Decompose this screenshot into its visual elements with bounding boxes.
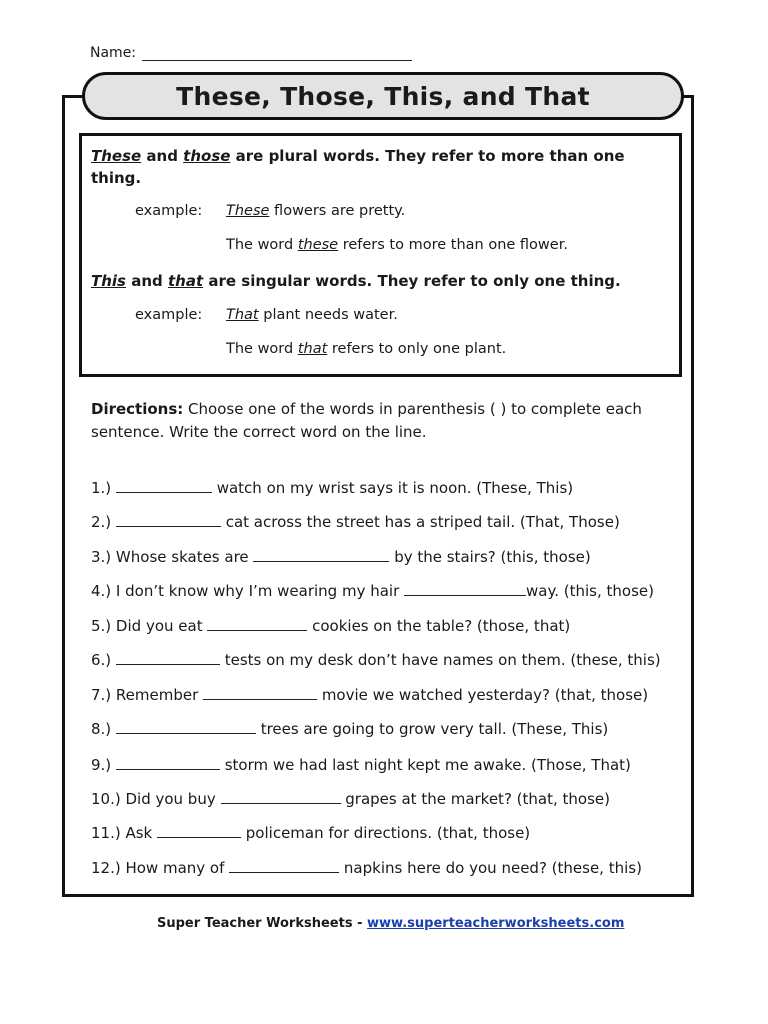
singular-rule-rest: are singular words. They refer to only one thing.: [203, 272, 621, 290]
question-11-pre: 11.) Ask: [91, 824, 158, 842]
question-1-post: watch on my wrist says it is noon. (These, This): [211, 479, 574, 497]
singular-explain-post: refers to only one plant.: [327, 341, 507, 357]
question-11: [91, 824, 530, 842]
question-12-post: napkins here do you need? (these, this): [339, 859, 642, 877]
question-2: [91, 513, 620, 531]
question-11-post: policeman for directions. (that, those): [241, 824, 531, 842]
question-4: [91, 582, 654, 600]
question-12-pre: 12.) How many of: [91, 859, 230, 877]
question-9: [91, 756, 631, 774]
question-5-pre: 5.) Did you eat: [91, 617, 208, 635]
title-banner: [82, 72, 684, 120]
answer-blank-10[interactable]: [221, 791, 341, 804]
plural-explain-word: these: [297, 237, 339, 253]
question-8-pre: 8.): [91, 720, 116, 738]
answer-blank-1[interactable]: [116, 480, 212, 493]
question-10-pre: 10.) Did you buy: [91, 790, 221, 808]
singular-example-rest: plant needs water.: [258, 307, 398, 323]
plural-example-rest: flowers are pretty.: [269, 203, 406, 219]
directions-text1: Choose one of the words in parenthesis ( ) to complete each: [183, 400, 642, 418]
plural-explain-post: refers to more than one flower.: [338, 237, 568, 253]
question-10-post: grapes at the market? (that, those): [340, 790, 610, 808]
name-label: Name:: [90, 45, 137, 61]
name-blank-line[interactable]: [142, 46, 412, 61]
name-field-row: [90, 45, 412, 61]
plural-rule-line2: thing.: [91, 169, 142, 187]
singular-word-this: This: [91, 272, 126, 290]
question-1: [91, 479, 573, 497]
footer-link[interactable]: www.superteacherworksheets.com: [367, 916, 625, 931]
answer-blank-3[interactable]: [253, 549, 389, 562]
singular-example-explanation: [226, 341, 506, 357]
answer-blank-5[interactable]: [207, 618, 307, 631]
question-5-post: cookies on the table? (those, that): [307, 617, 571, 635]
singular-explain-word: that: [297, 341, 328, 357]
answer-blank-6[interactable]: [116, 652, 220, 665]
question-8-post: trees are going to grow very tall. (These, This): [255, 720, 609, 738]
singular-word-that: that: [167, 272, 204, 290]
answer-blank-9[interactable]: [116, 757, 220, 770]
answer-blank-8[interactable]: [116, 721, 256, 734]
directions-label: Directions:: [91, 400, 184, 418]
singular-example-sentence: [226, 307, 398, 323]
plural-example-word: These: [226, 203, 270, 219]
question-6-pre: 6.): [91, 651, 116, 669]
question-7: [91, 686, 648, 704]
singular-explain-pre: The word: [226, 341, 298, 357]
question-6: [91, 651, 661, 669]
question-1-pre: 1.): [91, 479, 116, 497]
question-9-post: storm we had last night kept me awake. (Those, That): [219, 756, 631, 774]
question-9-pre: 9.): [91, 756, 116, 774]
singular-example-word: That: [226, 307, 259, 323]
plural-rule-line1: [91, 145, 625, 167]
question-7-post: movie we watched yesterday? (that, those): [317, 686, 649, 704]
plural-example-sentence: [226, 203, 405, 219]
directions-line2: sentence. Write the correct word on the line.: [91, 423, 427, 441]
directions-line1: [91, 398, 642, 421]
question-2-post: cat across the street has a striped tail. (That, Those): [220, 513, 620, 531]
question-3-pre: 3.) Whose skates are: [91, 548, 254, 566]
question-5: [91, 617, 570, 635]
plural-word-those: those: [183, 147, 231, 165]
answer-blank-4[interactable]: [404, 583, 526, 596]
singular-and: and: [125, 272, 168, 290]
plural-word-these: These: [91, 147, 142, 165]
question-2-pre: 2.): [91, 513, 116, 531]
page-title: These, Those, This, and That: [176, 81, 590, 111]
singular-rule-line: [91, 270, 621, 292]
plural-rule-rest: are plural words. They refer to more than one: [230, 147, 625, 165]
footer-brand: Super Teacher Worksheets: [157, 916, 353, 931]
answer-blank-2[interactable]: [116, 514, 221, 527]
plural-and: and: [141, 147, 184, 165]
footer: [157, 916, 624, 931]
plural-explain-pre: The word: [226, 237, 298, 253]
footer-separator: -: [352, 916, 368, 931]
answer-blank-11[interactable]: [157, 825, 241, 838]
question-8: [91, 720, 608, 738]
question-7-pre: 7.) Remember: [91, 686, 204, 704]
question-4-pre: 4.) I don’t know why I’m wearing my hair: [91, 582, 405, 600]
plural-example-explanation: [226, 237, 568, 253]
question-10: [91, 790, 610, 808]
question-3: [91, 548, 591, 566]
question-6-post: tests on my desk don’t have names on them. (these, this): [219, 651, 661, 669]
question-12: [91, 859, 642, 877]
answer-blank-12[interactable]: [229, 860, 339, 873]
singular-example-label: example:: [135, 307, 203, 323]
question-3-post: by the stairs? (this, those): [389, 548, 591, 566]
plural-example-label: example:: [135, 203, 203, 219]
question-4-post: way. (this, those): [526, 582, 654, 600]
answer-blank-7[interactable]: [203, 687, 317, 700]
